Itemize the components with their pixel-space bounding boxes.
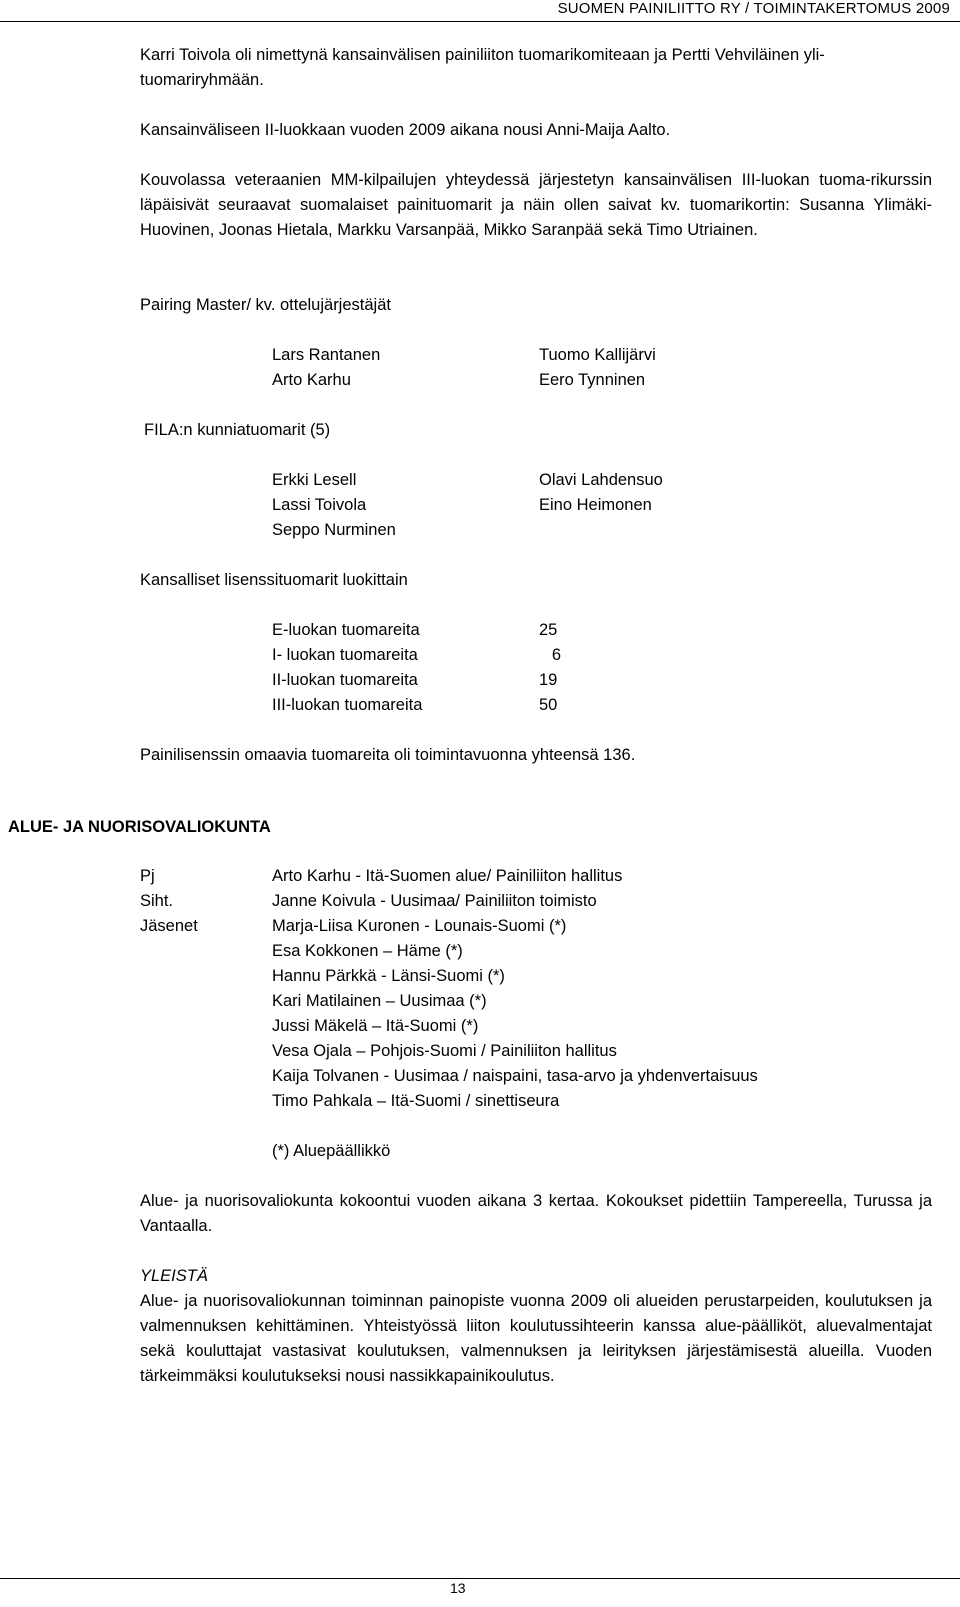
- committee-meetings: Alue- ja nuorisovaliokunta kokoontui vuoden aikana 3 kertaa. Kokoukset pidettiin Tampereella, Turussa ja Vantaalla.: [140, 1192, 932, 1235]
- licensed-heading: Kansalliset lisenssituomarit luokittain: [140, 571, 408, 589]
- licensed-total: Painilisenssin omaavia tuomareita oli toimintavuonna yhteensä 136.: [140, 746, 636, 764]
- list-item: Arto Karhu: [272, 371, 351, 389]
- list-item: Erkki Lesell: [272, 471, 357, 489]
- role-label: Siht.: [140, 892, 174, 910]
- licensed-value-list: [539, 618, 561, 718]
- page-number: 13: [450, 1580, 466, 1596]
- list-item: Seppo Nurminen: [272, 521, 396, 539]
- member-item: Esa Kokkonen – Häme (*): [272, 942, 463, 960]
- member-item: Hannu Pärkkä - Länsi-Suomi (*): [272, 967, 505, 985]
- list-item: Tuomo Kallijärvi: [539, 346, 656, 364]
- list-item: Eino Heimonen: [539, 496, 652, 514]
- fila-left-list: [272, 468, 396, 543]
- list-item: Lassi Toivola: [272, 496, 367, 514]
- fila-right-list: [539, 468, 663, 518]
- intro-paragraph-2: Kansainväliseen II-luokkaan vuoden 2009 aikana nousi Anni-Maija Aalto.: [140, 121, 671, 139]
- member-item: Janne Koivula - Uusimaa/ Painiliiton toimisto: [272, 892, 597, 910]
- member-item: Arto Karhu - Itä-Suomen alue/ Painiliiton hallitus: [272, 867, 623, 885]
- licensed-row-value: 50: [539, 696, 558, 714]
- member-item: Jussi Mäkelä – Itä-Suomi (*): [272, 1017, 479, 1035]
- intro-paragraph-3: Kouvolassa veteraanien MM-kilpailujen yhteydessä järjestetyn kansainvälisen III-luokan tuoma-rikurssin läpäisivät seuraavat suomalaiset painituomarit ja näin ollen saivat kv. tuomarikortin: Susanna Ylimäki-Huovinen, Joonas Hietala, Markku Varsanpää, Mikko Saranpää sekä Timo Utriainen.: [140, 171, 932, 239]
- pairing-left-list: [272, 343, 380, 393]
- list-item: Olavi Lahdensuo: [539, 471, 663, 489]
- committee-members: [272, 864, 758, 1114]
- general-text: Alue- ja nuorisovaliokunnan toiminnan painopiste vuonna 2009 oli alueiden perustarpeiden, koulutuksen ja valmennuksen kehittäminen. Yhteistyössä liiton koulutussihteerin kanssa alue-päälliköt, aluevalmentajat sekä kouluttajat vastasivat koulutuksen, valmennuksen ja leirityksen järjestämisestä alueilla. Vuoden tärkeimmäksi koulutukseksi nousi nassikkapainikoulutus.: [140, 1292, 932, 1385]
- member-item: Marja-Liisa Kuronen - Lounais-Suomi (*): [272, 917, 567, 935]
- pairing-heading: Pairing Master/ kv. ottelujärjestäjät: [140, 296, 391, 314]
- pairing-right-list: [539, 343, 656, 393]
- committee-roles: [140, 864, 198, 939]
- licensed-row-label: II-luokan tuomareita: [272, 671, 418, 689]
- member-item: Kari Matilainen – Uusimaa (*): [272, 992, 487, 1010]
- member-item: Timo Pahkala – Itä-Suomi / sinettiseura: [272, 1092, 560, 1110]
- committee-note: (*) Aluepäällikkö: [272, 1142, 391, 1160]
- licensed-row-label: III-luokan tuomareita: [272, 696, 423, 714]
- licensed-row-label: E-luokan tuomareita: [272, 621, 420, 639]
- licensed-label-list: [272, 618, 422, 718]
- member-item: Kaija Tolvanen - Uusimaa / naispaini, tasa-arvo ja yhdenvertaisuus: [272, 1067, 758, 1085]
- member-item: Vesa Ojala – Pohjois-Suomi / Painiliiton hallitus: [272, 1042, 617, 1060]
- general-heading: YLEISTÄ: [140, 1267, 208, 1285]
- licensed-row-value: 25: [539, 621, 558, 639]
- licensed-row-value: 6: [551, 646, 561, 664]
- list-item: Eero Tynninen: [539, 371, 646, 389]
- header-divider: [0, 21, 960, 22]
- licensed-row-value: 19: [539, 671, 558, 689]
- role-label: Pj: [140, 867, 155, 885]
- role-label: Jäsenet: [140, 917, 198, 935]
- fila-heading: FILA:n kunniatuomarit (5): [144, 421, 331, 439]
- page-header: SUOMEN PAINILIITTO RY / TOIMINTAKERTOMUS 2009: [557, 0, 950, 17]
- list-item: Lars Rantanen: [272, 346, 381, 364]
- intro-paragraph-1: Karri Toivola oli nimettynä kansainvälisen painiliiton tuomarikomiteaan ja Pertti Vehviläinen yli-tuomariryhmään.: [140, 46, 825, 89]
- licensed-row-label: I- luokan tuomareita: [272, 646, 418, 664]
- committee-heading: ALUE- JA NUORISOVALIOKUNTA: [8, 818, 271, 836]
- footer-divider: [0, 1578, 960, 1579]
